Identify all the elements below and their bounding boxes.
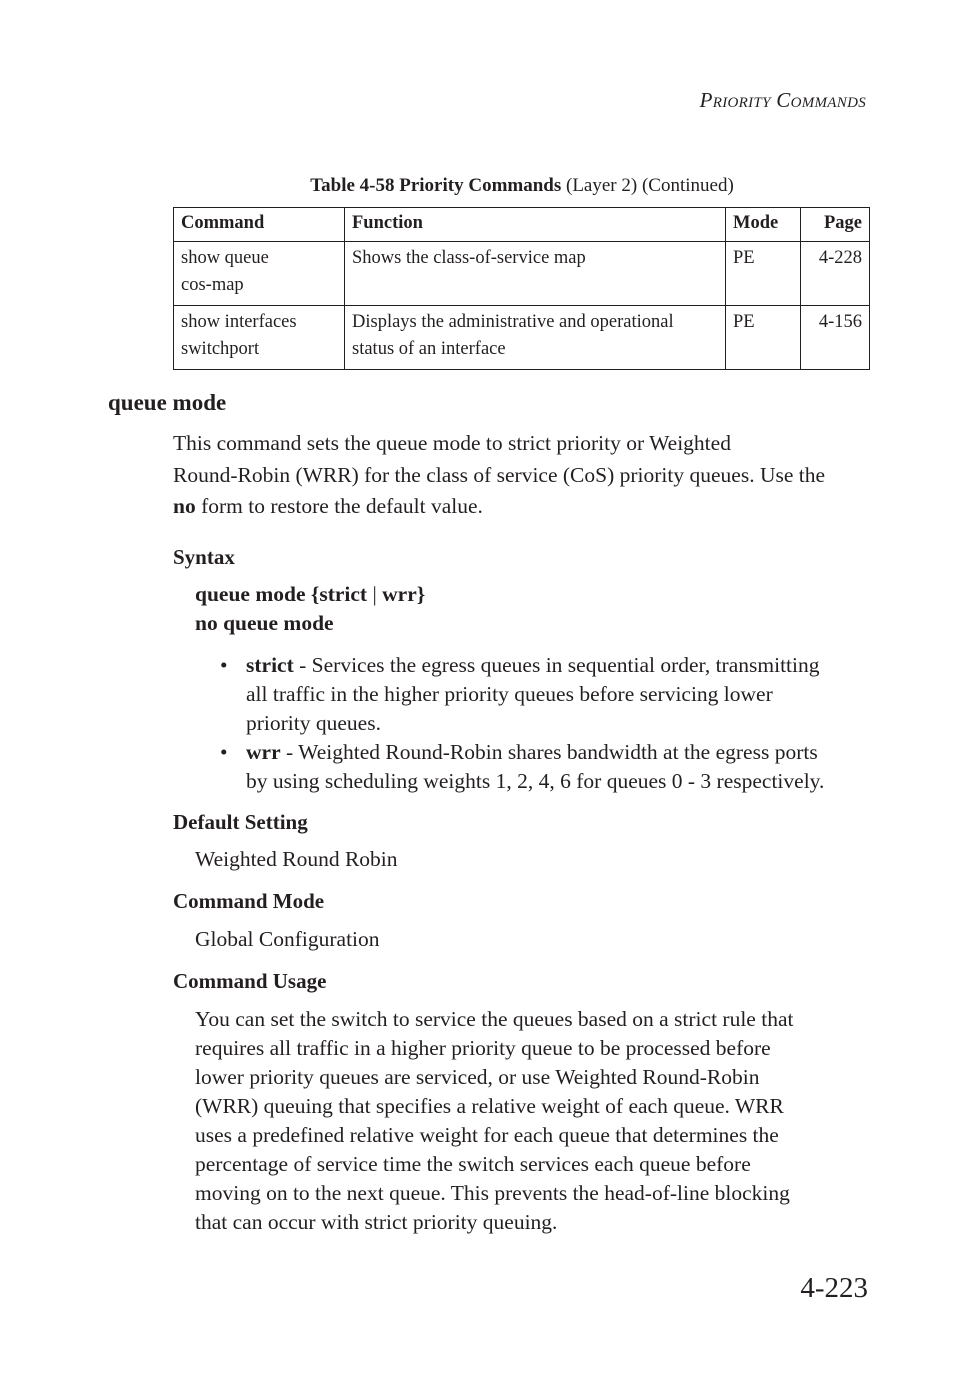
cell-command-line: show queue	[181, 248, 269, 268]
cell-command	[174, 306, 345, 370]
cell-command-line: switchport	[181, 339, 260, 359]
usage-line: (WRR) queuing that specifies a relative weight of each queue. WRR	[195, 1094, 784, 1118]
parameter-item	[220, 738, 880, 796]
description-line: form to restore the default value.	[195, 494, 483, 518]
parameter-term: wrr	[246, 740, 281, 764]
running-header: Priority Commands	[699, 88, 866, 112]
column-header-command: Command	[174, 208, 345, 242]
cell-command-line: cos-map	[181, 275, 244, 295]
usage-line: lower priority queues are serviced, or use Weighted Round-Robin	[195, 1065, 760, 1089]
cell-page: 4-228	[801, 242, 870, 306]
cell-function: Shows the class-of-service map	[345, 242, 726, 306]
usage-line: percentage of service time the switch services each queue before	[195, 1152, 751, 1176]
syntax-heading: Syntax	[173, 545, 235, 569]
parameter-term: strict	[246, 653, 294, 677]
table-row	[174, 306, 870, 370]
syntax-option: wrr}	[376, 582, 426, 606]
table-row	[174, 242, 870, 306]
table-caption-label: Table 4-58 Priority Commands	[310, 175, 562, 196]
cell-command	[174, 242, 345, 306]
bullet-icon: •	[220, 740, 228, 764]
cell-function-line: status of an interface	[352, 339, 506, 359]
default-setting-value: Weighted Round Robin	[195, 847, 398, 871]
syntax-option: {strict	[310, 582, 373, 606]
parameter-text: priority queues.	[246, 711, 381, 735]
cell-mode: PE	[726, 306, 801, 370]
description-line: This command sets the queue mode to strict priority or Weighted	[173, 431, 731, 455]
column-header-page: Page	[801, 208, 870, 242]
parameter-item	[220, 651, 880, 738]
command-title: queue mode	[108, 390, 227, 415]
priority-commands-table	[173, 207, 870, 370]
usage-line: that can occur with strict priority queuing.	[195, 1210, 558, 1234]
syntax-line: no queue mode	[195, 611, 334, 635]
usage-line: requires all traffic in a higher priority queue to be processed before	[195, 1036, 771, 1060]
command-mode-value: Global Configuration	[195, 927, 380, 951]
parameter-text: - Services the egress queues in sequential order, transmitting	[293, 653, 820, 677]
syntax-block	[195, 580, 425, 638]
default-setting-heading: Default Setting	[173, 810, 308, 834]
column-header-mode: Mode	[726, 208, 801, 242]
cell-function	[345, 306, 726, 370]
cell-command-line: show interfaces	[181, 312, 297, 332]
parameter-text: - Weighted Round-Robin shares bandwidth at the egress ports	[280, 740, 818, 764]
parameter-text: by using scheduling weights 1, 2, 4, 6 for queues 0 - 3 respectively.	[246, 769, 825, 793]
description-line: Round-Robin (WRR) for the class of service (CoS) priority queues. Use the	[173, 462, 826, 487]
command-description	[173, 428, 873, 523]
syntax-line	[195, 580, 425, 609]
table-caption	[174, 175, 870, 197]
syntax-parameters	[220, 651, 880, 796]
command-usage-heading: Command Usage	[173, 969, 327, 993]
usage-line: uses a predefined relative weight for each queue that determines the	[195, 1123, 779, 1147]
command-usage-text	[195, 1005, 875, 1237]
cell-page: 4-156	[801, 306, 870, 370]
parameter-text: all traffic in the higher priority queues before servicing lower	[246, 682, 773, 706]
page-number: 4-223	[800, 1272, 868, 1304]
description-no-keyword: no	[173, 494, 196, 518]
column-header-function: Function	[345, 208, 726, 242]
command-mode-heading: Command Mode	[173, 889, 325, 913]
usage-line: moving on to the next queue. This prevents the head-of-line blocking	[195, 1181, 790, 1205]
syntax-keyword: queue mode	[195, 582, 311, 606]
usage-line: You can set the switch to service the queues based on a strict rule that	[195, 1007, 794, 1031]
cell-function-line: Displays the administrative and operational	[352, 312, 674, 332]
table-header-row	[174, 208, 870, 242]
cell-mode: PE	[726, 242, 801, 306]
table-caption-suffix: (Layer 2) (Continued)	[561, 175, 734, 196]
bullet-icon: •	[220, 653, 228, 677]
syntax-pipe: |	[372, 582, 377, 606]
